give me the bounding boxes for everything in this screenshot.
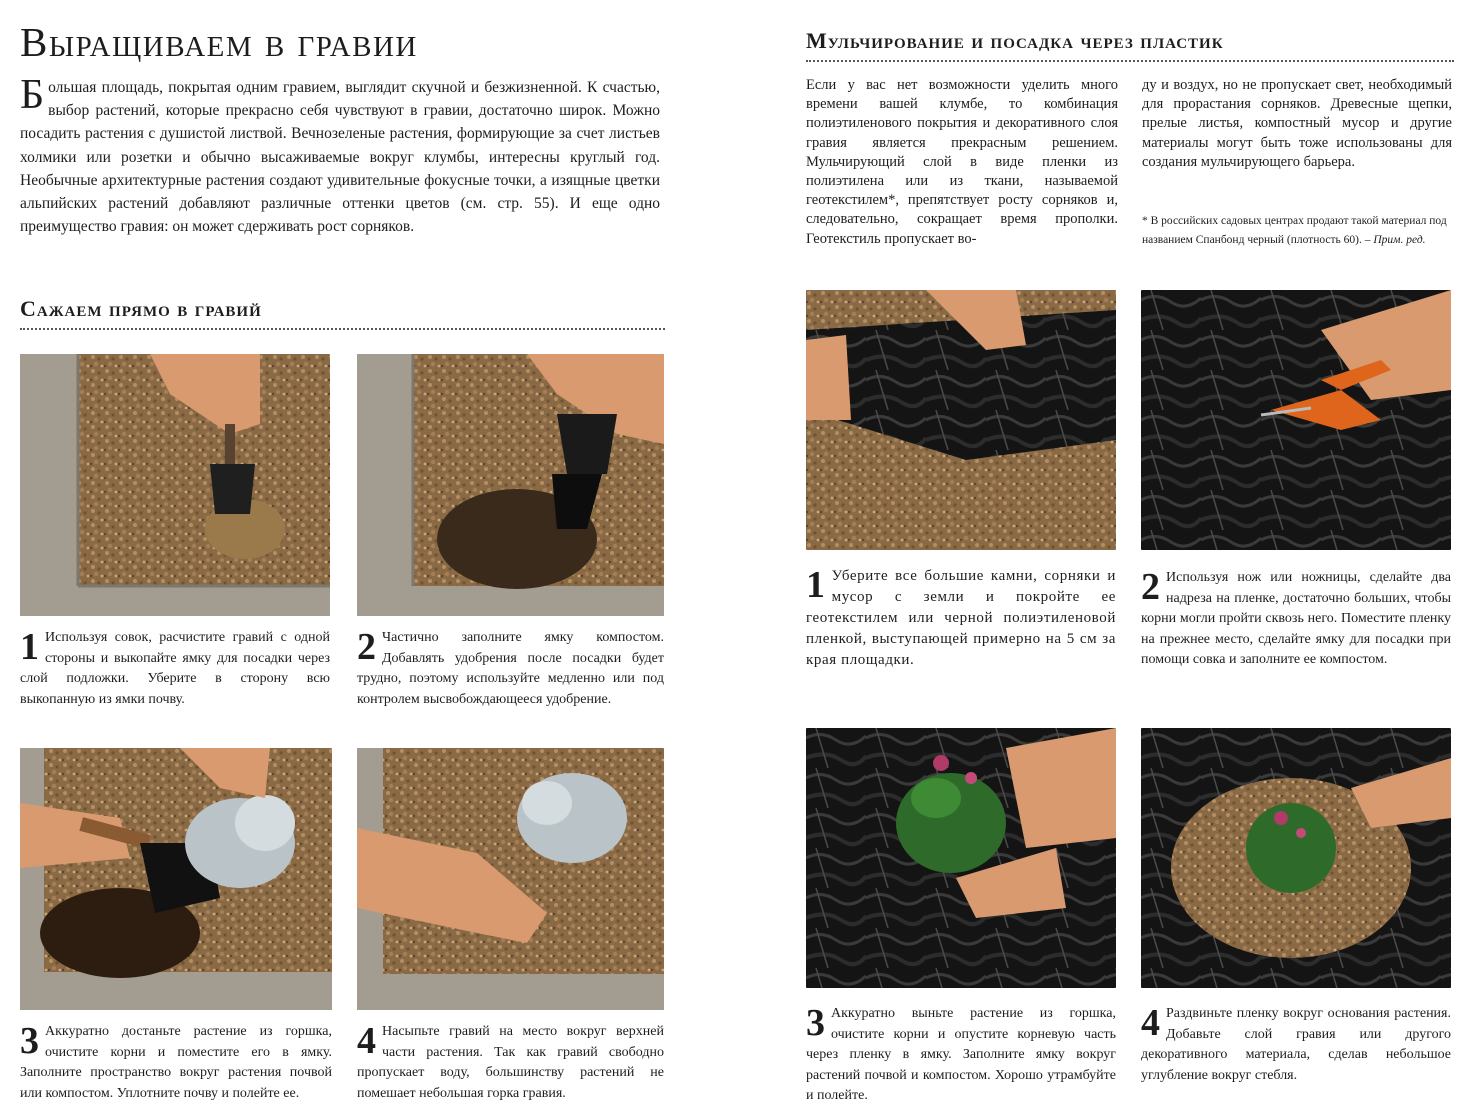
step-text: Используя нож или ножницы, сделайте два надреза на пленке, достаточно больших, чтобы корни могли пройти сквозь него. Поместите пленку на прежнее место, сделайте ямку для посадки при помощи совка и заполните ее компостом. [1141, 570, 1451, 667]
step-number: 1 [20, 626, 39, 668]
step-number: 4 [357, 1020, 376, 1062]
step-text: Аккуратно выньте растение из горшка, очистите корни и опустите корневую часть через пленку в ямку. Заполните ямку вокруг растений почвой и компостом. Хорошо утрамбуйте и полейте. [806, 1006, 1116, 1103]
step-number: 4 [1141, 1002, 1160, 1044]
step-text: Уберите все большие камни, сорняки и мусор с земли и покройте ее геотекстилем или черной полиэтиленовой пленкой, выступающей примерно на 5 см за края площадки. [806, 568, 1116, 668]
photo-step-4-plastic [1141, 728, 1451, 988]
step-text: Раздвиньте пленку вокруг основания растения. Добавьте слой гравия или другого декоративного материала, сделав небольшое углубление вокруг стебля. [1141, 1006, 1451, 1083]
photo-step-3 [20, 748, 332, 1010]
photo-step-2-plastic [1141, 290, 1451, 550]
step-text: Насыпьте гравий на место вокруг верхней части растения. Так как гравий свободно пропускает воду, большинству растений не помешает небольшая горка гравия. [357, 1024, 664, 1101]
step-caption [1141, 1004, 1451, 1086]
step-caption [357, 1022, 664, 1104]
step-number: 3 [806, 1002, 825, 1044]
step-text: Частично заполните ямку компостом. Добавлять удобрения после посадки будет трудно, поэтому используйте медленно или под контролем высвобождающееся удобрение. [357, 630, 664, 707]
footnote [1142, 212, 1452, 250]
step-caption [1141, 568, 1451, 671]
photo-step-2 [357, 354, 664, 616]
footnote-editor-note: Прим. ред. [1373, 234, 1426, 246]
footnote-text: * В российских садовых центрах продают такой материал под названием Спанбонд черный (плотность 60). – [1142, 215, 1447, 246]
page-title: Выращиваем в гравии [20, 19, 418, 65]
step-caption [20, 1022, 332, 1104]
step-number: 2 [357, 626, 376, 668]
body-column-1: Если у вас нет возможности уделить много времени вашей клумбе, то комбинация полиэтиленового покрытия и декоративного слоя гравия является прекрасным решением. Мульчирующий слой в виде пленки из полиэтилена или из ткани, называемой геотекстилем*, препятствует росту сорняков и, следовательно, сокращает время прополки. Геотекстиль пропускает во- [806, 77, 1118, 247]
section-title-gravel: Сажаем прямо в гравий [20, 296, 665, 330]
step-text: Используя совок, расчистите гравий с одной стороны и выкопайте ямку для посадки через слой подложки. Уберите в сторону всю выкопанную из ямки почву. [20, 630, 330, 707]
right-page [790, 0, 1471, 1119]
intro-text: ольшая площадь, покрытая одним гравием, выглядит скучной и безжизненной. К счастью, выбор растений, которые прекрасно себя чувствуют в гравии, достаточно широк. Можно посадить растения с душистой листвой. Вечнозеленые растения, формирующие за счет листьев холмики или розетки и обычно высаживаемые вокруг клумбы, интересны круглый год. Необычные архитектурные растения создают удивительные фокусные точки, а изящные цветки альпийских растений добавляют различные оттенки цветов (см. стр. 55). И еще одно преимущество гравия: он может сдерживать рост сорняков. [20, 79, 660, 236]
drop-cap: Б [20, 72, 45, 118]
step-caption [806, 1004, 1116, 1107]
photo-step-1-plastic [806, 290, 1116, 550]
photo-step-4 [357, 748, 664, 1010]
section-title-mulch: Мульчирование и посадка через пластик [806, 28, 1454, 62]
step-number: 2 [1141, 566, 1160, 608]
step-caption [806, 566, 1116, 671]
photo-step-1 [20, 354, 330, 616]
step-text: Аккуратно достаньте растение из горшка, очистите корни и поместите его в ямку. Заполните пространство вокруг растения почвой или компостом. Уплотните почву и полейте ее. [20, 1024, 332, 1101]
step-number: 1 [806, 564, 826, 606]
intro-paragraph [20, 72, 660, 238]
photo-step-3-plastic [806, 728, 1116, 988]
step-caption [20, 628, 330, 710]
step-caption [357, 628, 664, 710]
left-page [0, 0, 700, 1119]
body-column-2: ду и воздух, но не пропускает свет, необходимый для прорастания сорняков. Древесные щепки, прелые листья, компостный мусор и другие материалы могут быть тоже использованы для создания мульчирующего барьера. [1142, 77, 1452, 170]
step-number: 3 [20, 1020, 39, 1062]
